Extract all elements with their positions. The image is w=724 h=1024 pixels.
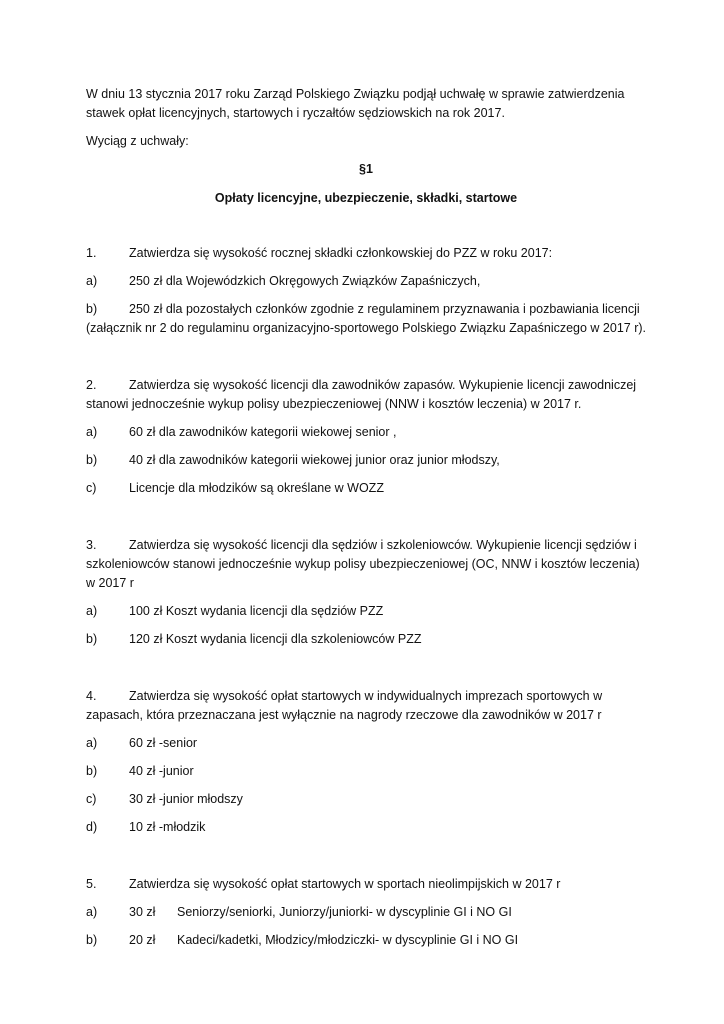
section-1-header [86, 244, 646, 263]
item-text: Licencje dla młodzików są określane w WOZZ [129, 481, 384, 495]
item-text: Kadeci/kadetki, Młodzicy/młodziczki- w dyscyplinie GI i NO GI [177, 933, 519, 947]
list-item [86, 630, 646, 649]
item-label: a) [86, 905, 98, 919]
section-5-number: 5. [86, 877, 97, 891]
item-label: b) [86, 632, 98, 646]
section-1-text: Zatwierdza się wysokość rocznej składki członkowskiej do PZZ w roku 2017: [129, 246, 553, 260]
item-body [129, 931, 646, 950]
item-label: c) [86, 481, 97, 495]
section-2 [86, 376, 646, 498]
item-text: 120 zł Koszt wydania licencji dla szkoleniowców PZZ [129, 632, 422, 646]
section-4-text: Zatwierdza się wysokość opłat startowych w indywidualnych imprezach sportowych w zapasach, która przeznaczana jest wyłącznie na nagrody rzeczowe dla zawodników w 2017 r [86, 689, 603, 722]
section-4 [86, 687, 646, 837]
list-item [86, 818, 646, 837]
section-2-header [86, 376, 646, 414]
section-sign: §1 [359, 162, 373, 176]
list-item [86, 762, 646, 781]
item-label: b) [86, 453, 98, 467]
list-item [86, 300, 646, 338]
section-2-text: Zatwierdza się wysokość licencji dla zawodników zapasów. Wykupienie licencji zawodniczej stanowi jednocześnie wykup polisy ubezpieczeniowej (NNW i kosztów leczenia) w 2017 r. [86, 378, 637, 411]
section-5-header [86, 875, 646, 894]
section-3-text: Zatwierdza się wysokość licencji dla sędziów i szkoleniowców. Wykupienie licencji sędziów i szkoleniowców stanowi jednocześnie wykup polisy ubezpieczeniowej (OC, NNW i kosztów leczenia) w 2017 r [86, 538, 640, 590]
item-label: c) [86, 792, 97, 806]
document-body [86, 85, 646, 950]
item-amount: 30 zł [129, 905, 156, 919]
item-text: 250 zł dla pozostałych członków zgodnie z regulaminem przyznawania i pozbawiania licencji (załącznik nr 2 do regulaminu organizacyjno-sportowego Polskiego Związku Zapaśniczego w 2017 r). [86, 302, 647, 335]
item-body [129, 903, 646, 922]
extract-label: Wyciąg z uchwały: [86, 134, 189, 148]
item-text: 40 zł -junior [129, 764, 194, 778]
list-item [86, 423, 646, 442]
item-label: b) [86, 933, 98, 947]
section-1 [86, 244, 646, 338]
item-label: a) [86, 425, 98, 439]
intro-paragraph: W dniu 13 stycznia 2017 roku Zarząd Polskiego Związku podjął uchwałę w sprawie zatwierdzenia stawek opłat licencyjnych, startowych i ryczałtów sędziowskich na rok 2017. [86, 87, 625, 120]
item-text: 250 zł dla Wojewódzkich Okręgowych Związków Zapaśniczych, [129, 274, 481, 288]
item-label: a) [86, 274, 98, 288]
item-text: 40 zł dla zawodników kategorii wiekowej junior oraz junior młodszy, [129, 453, 500, 467]
list-item [86, 903, 646, 922]
section-title: Opłaty licencyjne, ubezpieczenie, składki, startowe [214, 191, 518, 205]
item-text: 100 zł Koszt wydania licencji dla sędziów PZZ [129, 604, 384, 618]
item-text: 60 zł dla zawodników kategorii wiekowej senior , [129, 425, 397, 439]
item-text: 10 zł -młodzik [129, 820, 206, 834]
section-3-number: 3. [86, 538, 97, 552]
section-1-number: 1. [86, 246, 97, 260]
item-label: b) [86, 302, 98, 316]
section-5-text: Zatwierdza się wysokość opłat startowych w sportach nieolimpijskich w 2017 r [129, 877, 561, 891]
section-2-number: 2. [86, 378, 97, 392]
list-item [86, 479, 646, 498]
item-amount: 20 zł [129, 933, 156, 947]
item-text: 60 zł -senior [129, 736, 198, 750]
item-text: 30 zł -junior młodszy [129, 792, 243, 806]
list-item [86, 790, 646, 809]
item-label: d) [86, 820, 98, 834]
item-text: Seniorzy/seniorki, Juniorzy/juniorki- w dyscyplinie GI i NO GI [177, 905, 512, 919]
item-label: b) [86, 764, 98, 778]
list-item [86, 272, 646, 291]
section-5 [86, 875, 646, 950]
section-4-number: 4. [86, 689, 97, 703]
section-4-header [86, 687, 646, 725]
item-label: a) [86, 604, 98, 618]
list-item [86, 451, 646, 470]
list-item [86, 602, 646, 621]
section-3-header [86, 536, 646, 593]
section-3 [86, 536, 646, 649]
list-item [86, 734, 646, 753]
list-item [86, 931, 646, 950]
item-label: a) [86, 736, 98, 750]
